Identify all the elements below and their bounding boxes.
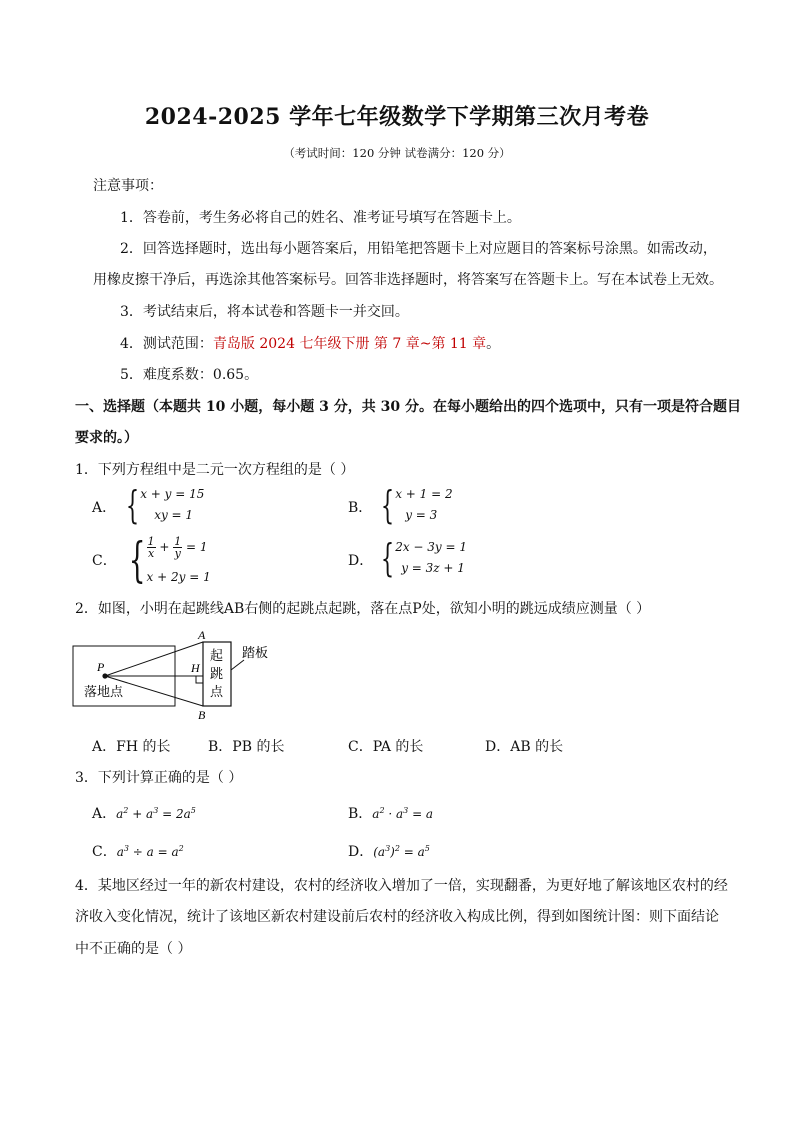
q1-option-c-system	[115, 532, 211, 588]
q1-option-d-eq2: y = 3z + 1	[401, 561, 465, 575]
q2-stem: 2．如图，小明在起跳线AB右侧的起跳点起跳，落在点P处，欲知小明的跳远成绩应测量（ ）	[75, 601, 651, 617]
note-item-5: 5．难度系数：0.65。	[120, 367, 259, 383]
label-takeoff-2: 跳	[210, 667, 224, 682]
label-takeoff-3: 点	[210, 685, 224, 700]
q1-option-b-system	[370, 483, 453, 527]
q3-option-d-label: D．	[348, 844, 374, 860]
q4-stem-line2: 济收入变化情况，统计了该地区新农村建设前后农村的经济收入构成比例，得到如图统计图：则下面结论	[75, 909, 719, 925]
brace-icon: {	[380, 483, 395, 527]
line-pa	[105, 642, 203, 676]
q1-option-a-label: A．	[92, 500, 117, 516]
q1-option-c-eq2: x + 2y = 1	[146, 570, 211, 584]
q1-option-d-label: D．	[348, 553, 374, 569]
brace-icon: {	[128, 532, 146, 588]
q1-option-b-eq2: y = 3	[405, 508, 438, 522]
label-board: 踏板	[242, 646, 269, 661]
q2-option-d: D．AB 的长	[485, 739, 564, 755]
label-takeoff-1: 起	[210, 649, 224, 664]
q1-option-b-label: B．	[348, 500, 373, 516]
q3-option-c: C．$a^3 \div a = a^2$	[92, 844, 184, 860]
q1-option-d-eq1: 2x − 3y = 1	[395, 540, 468, 554]
q1-option-d-system	[370, 536, 468, 580]
q3-option-a: A．$a^2 + a^3 = 2a^5$	[92, 806, 196, 822]
notes-heading: 注意事项：	[93, 178, 163, 194]
q1-option-c-label: C．	[92, 553, 117, 569]
board-pointer	[231, 660, 244, 670]
point-p	[102, 673, 107, 678]
q3-stem: 3．下列计算正确的是（ ）	[75, 770, 243, 786]
q4-stem-line3: 中不正确的是（ ）	[75, 941, 192, 957]
note-item-4-range: 青岛版 2024 七年级下册 第 7 章~第 11 章	[212, 336, 487, 352]
exam-subtitle: （考试时间：120 分钟 试卷满分：120 分）	[283, 146, 511, 160]
note-item-2-line1: 2．回答选择题时，选出每小题答案后，用铅笔把答题卡上对应题目的答案标号涂黑。如需改动，	[120, 241, 717, 257]
q1-option-b-eq1: x + 1 = 2	[395, 487, 453, 501]
section-1-heading-line1: 一、选择题（本题共 10 小题，每小题 3 分，共 30 分。在每小题给出的四个选项中，只有一项是符合题目	[75, 399, 741, 415]
q1-option-c-eq1: $\frac{1}{x}$ + $\frac{1}{y}$ = 1	[147, 535, 208, 560]
brace-icon: {	[380, 536, 395, 580]
q2-option-a: A．FH 的长	[92, 739, 171, 755]
label-p: P	[97, 660, 105, 674]
q2-option-c: C．PA 的长	[348, 739, 424, 755]
q1-option-a-eq2: xy = 1	[154, 508, 194, 522]
q1-stem: 1．下列方程组中是二元一次方程组的是（ ）	[75, 462, 355, 478]
q3-option-b-label: B．	[348, 806, 373, 822]
brace-icon: {	[125, 483, 140, 527]
q1-option-a-eq1: x + y = 15	[140, 487, 205, 501]
note-item-1: 1．答卷前，考生务必将自己的姓名、准考证号填写在答题卡上。	[120, 210, 521, 226]
note-item-4-suffix: 。	[486, 336, 501, 352]
q3-option-a-label: A．	[92, 806, 117, 822]
long-jump-diagram	[68, 628, 288, 723]
label-landing: 落地点	[84, 685, 124, 700]
q2-option-b: B．PB 的长	[208, 739, 285, 755]
note-item-3: 3．考试结束后，将本试卷和答题卡一并交回。	[120, 304, 409, 320]
note-item-4	[120, 334, 500, 354]
right-angle-mark	[196, 676, 203, 683]
q4-stem-line1: 4．某地区经过一年的新农村建设，农村的经济收入增加了一倍，实现翻番，为更好地了解该地区农村的经	[75, 878, 728, 894]
label-h: H	[191, 661, 200, 675]
q3-option-d: D．$(a^3)^2 = a^5$	[348, 844, 430, 860]
page-title: 2024-2025 学年七年级数学下学期第三次月考卷	[144, 104, 650, 130]
q1-option-a-system	[115, 483, 205, 527]
label-b: B	[198, 708, 206, 722]
section-1-heading-line2: 要求的。）	[75, 430, 138, 446]
label-a: A	[198, 628, 206, 642]
q3-option-b: B．$a^2 \cdot a^3 = a$	[348, 806, 434, 822]
q3-option-c-label: C．	[92, 844, 117, 860]
note-item-4-prefix: 4．测试范围：	[120, 336, 213, 352]
note-item-2-line2: 用橡皮擦干净后，再选涂其他答案标号。回答非选择题时，将答案写在答题卡上。写在本试卷上无效。	[93, 272, 723, 288]
